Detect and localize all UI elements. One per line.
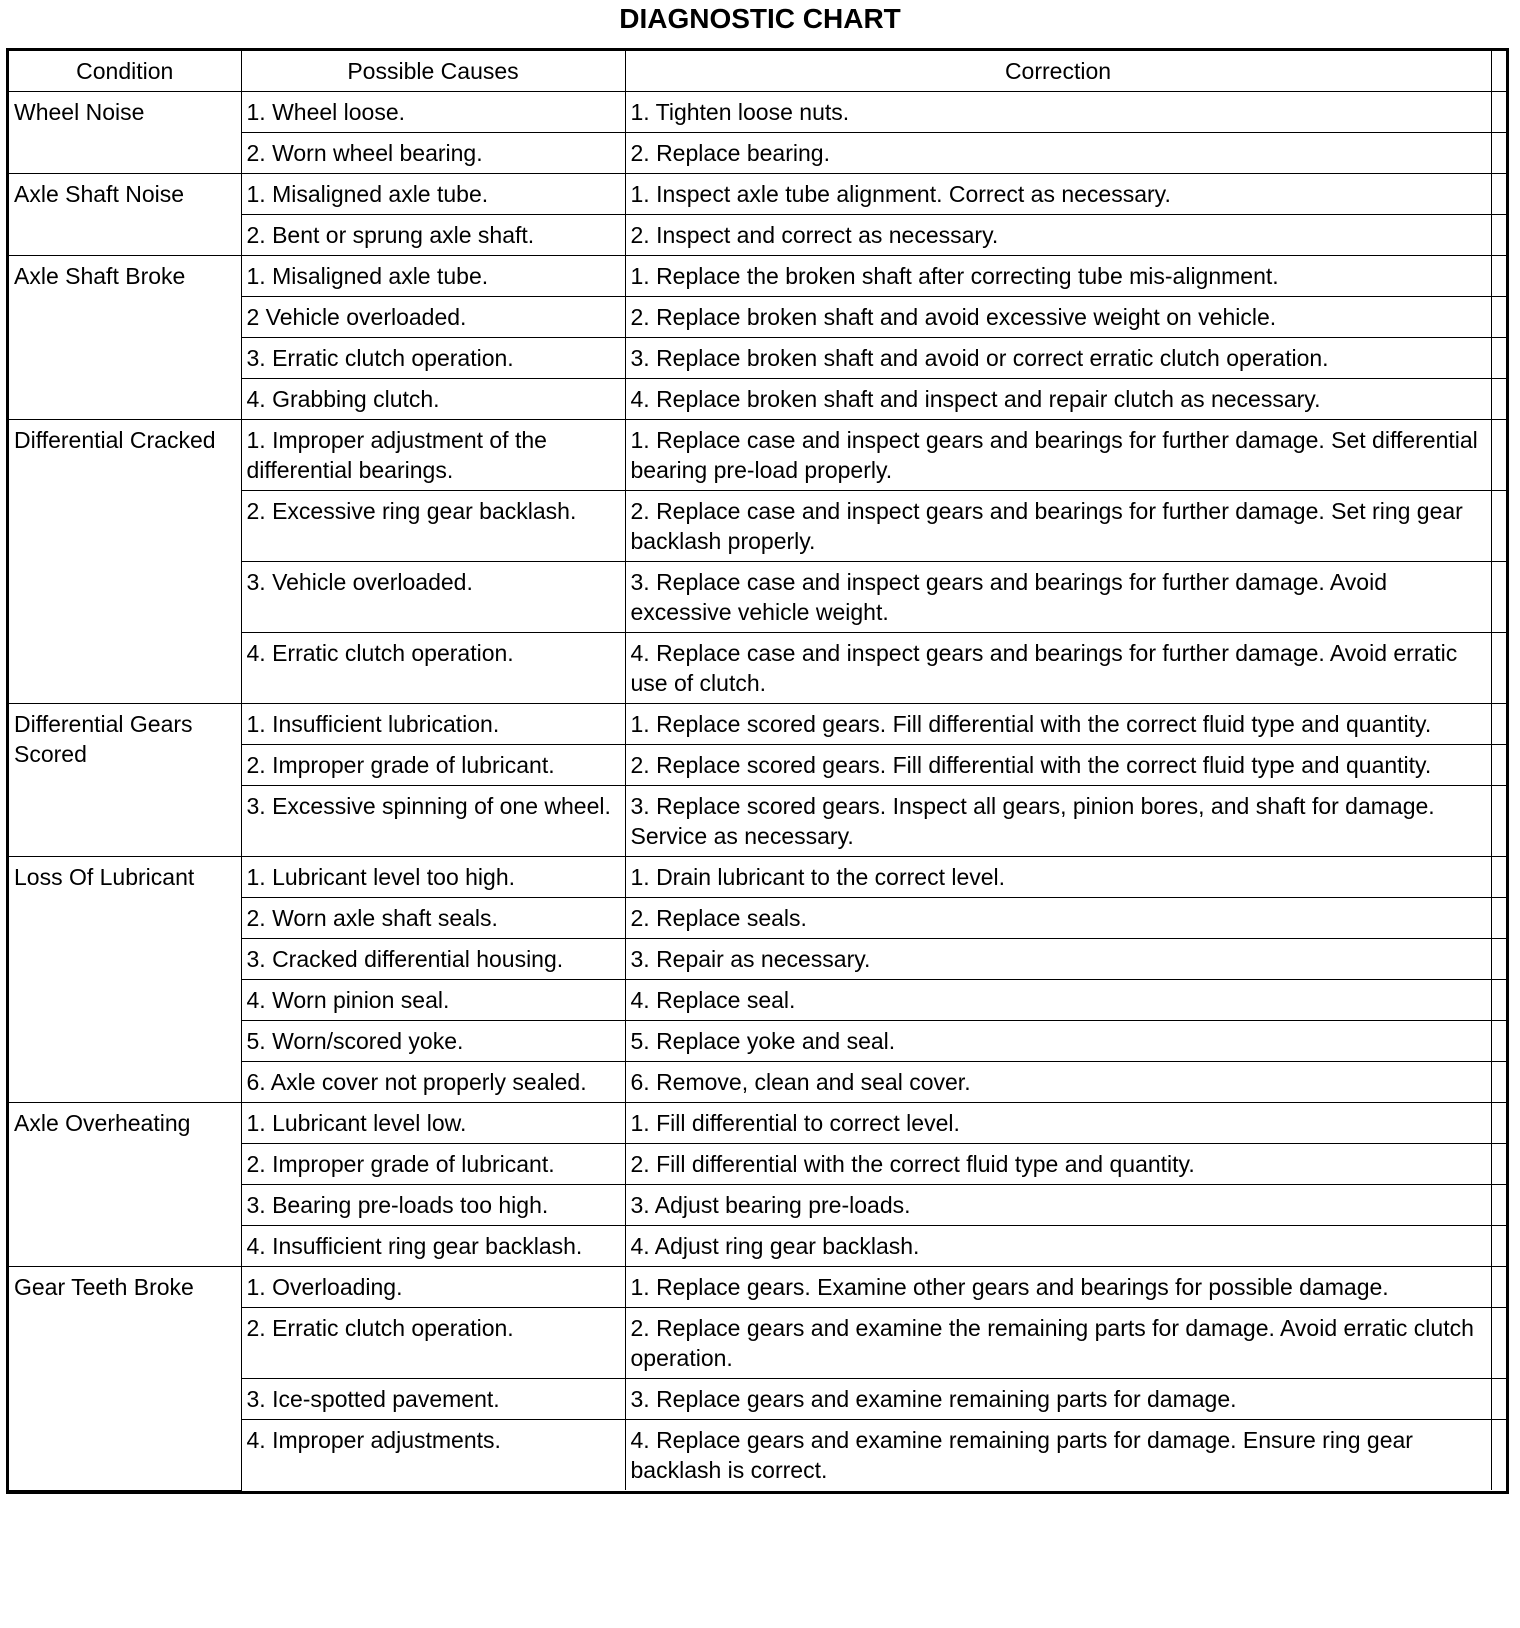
table-row (9, 1103, 1506, 1144)
row-stub-cell (1491, 633, 1506, 704)
row-stub-cell (1491, 745, 1506, 786)
correction-cell: 4. Adjust ring gear backlash. (625, 1226, 1491, 1267)
row-stub-cell (1491, 297, 1506, 338)
header-condition: Condition (9, 51, 241, 92)
header-correction: Correction (625, 51, 1491, 92)
row-stub-cell (1491, 1379, 1506, 1420)
row-stub-cell (1491, 1062, 1506, 1103)
row-stub-cell (1491, 256, 1506, 297)
possible-cause-cell: 2. Improper grade of lubricant. (241, 745, 625, 786)
row-stub-cell (1491, 133, 1506, 174)
row-stub-cell (1491, 92, 1506, 133)
row-stub-cell (1491, 491, 1506, 562)
table-row (9, 857, 1506, 898)
possible-cause-cell: 1. Lubricant level low. (241, 1103, 625, 1144)
correction-cell: 4. Replace broken shaft and inspect and repair clutch as necessary. (625, 379, 1491, 420)
possible-cause-cell: 4. Improper adjustments. (241, 1420, 625, 1491)
possible-cause-cell: 3. Cracked differential housing. (241, 939, 625, 980)
possible-cause-cell: 5. Worn/scored yoke. (241, 1021, 625, 1062)
condition-cell: Axle Shaft Noise (9, 174, 241, 256)
correction-cell: 3. Repair as necessary. (625, 939, 1491, 980)
possible-cause-cell: 2. Improper grade of lubricant. (241, 1144, 625, 1185)
condition-cell: Axle Shaft Broke (9, 256, 241, 420)
row-stub-cell (1491, 704, 1506, 745)
correction-cell: 2. Replace seals. (625, 898, 1491, 939)
table-row (9, 704, 1506, 745)
diagnostic-table-frame (6, 48, 1509, 1494)
possible-cause-cell: 3. Vehicle overloaded. (241, 562, 625, 633)
possible-cause-cell: 1. Wheel loose. (241, 92, 625, 133)
correction-cell: 1. Tighten loose nuts. (625, 92, 1491, 133)
correction-cell: 2. Replace bearing. (625, 133, 1491, 174)
row-stub-cell (1491, 857, 1506, 898)
correction-cell: 2. Replace gears and examine the remaining parts for damage. Avoid erratic clutch operation. (625, 1308, 1491, 1379)
table-row (9, 1267, 1506, 1308)
row-stub-cell (1491, 215, 1506, 256)
table-row (9, 256, 1506, 297)
row-stub-cell (1491, 980, 1506, 1021)
table-row (9, 174, 1506, 215)
condition-cell: Differential Cracked (9, 420, 241, 704)
row-stub-cell (1491, 174, 1506, 215)
correction-cell: 3. Replace broken shaft and avoid or correct erratic clutch operation. (625, 338, 1491, 379)
correction-cell: 1. Replace case and inspect gears and bearings for further damage. Set differential bearing pre-load properly. (625, 420, 1491, 491)
condition-cell: Wheel Noise (9, 92, 241, 174)
possible-cause-cell: 2. Worn wheel bearing. (241, 133, 625, 174)
correction-cell: 4. Replace seal. (625, 980, 1491, 1021)
correction-cell: 4. Replace gears and examine remaining parts for damage. Ensure ring gear backlash is correct. (625, 1420, 1491, 1491)
possible-cause-cell: 3. Erratic clutch operation. (241, 338, 625, 379)
row-stub-cell (1491, 786, 1506, 857)
possible-cause-cell: 2. Excessive ring gear backlash. (241, 491, 625, 562)
correction-cell: 2. Replace broken shaft and avoid excessive weight on vehicle. (625, 297, 1491, 338)
possible-cause-cell: 6. Axle cover not properly sealed. (241, 1062, 625, 1103)
row-stub-cell (1491, 1267, 1506, 1308)
possible-cause-cell: 1. Overloading. (241, 1267, 625, 1308)
diagnostic-table (9, 51, 1506, 1491)
chart-title: DIAGNOSTIC CHART (619, 3, 901, 34)
row-stub-cell (1491, 379, 1506, 420)
row-stub-cell (1491, 338, 1506, 379)
possible-cause-cell: 2. Worn axle shaft seals. (241, 898, 625, 939)
correction-cell: 1. Replace scored gears. Fill differential with the correct fluid type and quantity. (625, 704, 1491, 745)
condition-cell: Loss Of Lubricant (9, 857, 241, 1103)
possible-cause-cell: 2. Erratic clutch operation. (241, 1308, 625, 1379)
possible-cause-cell: 1. Misaligned axle tube. (241, 174, 625, 215)
condition-cell: Gear Teeth Broke (9, 1267, 241, 1491)
possible-cause-cell: 3. Excessive spinning of one wheel. (241, 786, 625, 857)
row-stub-cell (1491, 939, 1506, 980)
possible-cause-cell: 3. Ice-spotted pavement. (241, 1379, 625, 1420)
correction-cell: 1. Replace gears. Examine other gears and bearings for possible damage. (625, 1267, 1491, 1308)
row-stub-cell (1491, 1021, 1506, 1062)
correction-cell: 2. Replace scored gears. Fill differential with the correct fluid type and quantity. (625, 745, 1491, 786)
possible-cause-cell: 2. Bent or sprung axle shaft. (241, 215, 625, 256)
table-body (9, 92, 1506, 1491)
row-stub-cell (1491, 1226, 1506, 1267)
table-row (9, 92, 1506, 133)
row-stub-cell (1491, 1185, 1506, 1226)
correction-cell: 3. Replace scored gears. Inspect all gears, pinion bores, and shaft for damage. Service as necessary. (625, 786, 1491, 857)
correction-cell: 1. Drain lubricant to the correct level. (625, 857, 1491, 898)
condition-cell: Differential Gears Scored (9, 704, 241, 857)
possible-cause-cell: 2 Vehicle overloaded. (241, 297, 625, 338)
correction-cell: 4. Replace case and inspect gears and bearings for further damage. Avoid erratic use of clutch. (625, 633, 1491, 704)
condition-cell: Axle Overheating (9, 1103, 241, 1267)
correction-cell: 5. Replace yoke and seal. (625, 1021, 1491, 1062)
possible-cause-cell: 4. Erratic clutch operation. (241, 633, 625, 704)
possible-cause-cell: 3. Bearing pre-loads too high. (241, 1185, 625, 1226)
correction-cell: 2. Replace case and inspect gears and bearings for further damage. Set ring gear backlash properly. (625, 491, 1491, 562)
header-row (9, 51, 1506, 92)
correction-cell: 6. Remove, clean and seal cover. (625, 1062, 1491, 1103)
header-possible-causes: Possible Causes (241, 51, 625, 92)
table-row (9, 420, 1506, 491)
possible-cause-cell: 4. Worn pinion seal. (241, 980, 625, 1021)
correction-cell: 1. Inspect axle tube alignment. Correct as necessary. (625, 174, 1491, 215)
row-stub-cell (1491, 420, 1506, 491)
possible-cause-cell: 4. Insufficient ring gear backlash. (241, 1226, 625, 1267)
possible-cause-cell: 1. Lubricant level too high. (241, 857, 625, 898)
row-stub-cell (1491, 1103, 1506, 1144)
row-stub-cell (1491, 562, 1506, 633)
correction-cell: 2. Fill differential with the correct fluid type and quantity. (625, 1144, 1491, 1185)
row-stub-cell (1491, 1420, 1506, 1491)
correction-cell: 3. Replace gears and examine remaining parts for damage. (625, 1379, 1491, 1420)
possible-cause-cell: 1. Insufficient lubrication. (241, 704, 625, 745)
header-stub-cell (1491, 51, 1506, 92)
correction-cell: 1. Fill differential to correct level. (625, 1103, 1491, 1144)
row-stub-cell (1491, 1308, 1506, 1379)
correction-cell: 3. Adjust bearing pre-loads. (625, 1185, 1491, 1226)
possible-cause-cell: 4. Grabbing clutch. (241, 379, 625, 420)
possible-cause-cell: 1. Misaligned axle tube. (241, 256, 625, 297)
correction-cell: 2. Inspect and correct as necessary. (625, 215, 1491, 256)
correction-cell: 3. Replace case and inspect gears and bearings for further damage. Avoid excessive vehicle weight. (625, 562, 1491, 633)
correction-cell: 1. Replace the broken shaft after correcting tube mis-alignment. (625, 256, 1491, 297)
row-stub-cell (1491, 1144, 1506, 1185)
possible-cause-cell: 1. Improper adjustment of the differential bearings. (241, 420, 625, 491)
row-stub-cell (1491, 898, 1506, 939)
